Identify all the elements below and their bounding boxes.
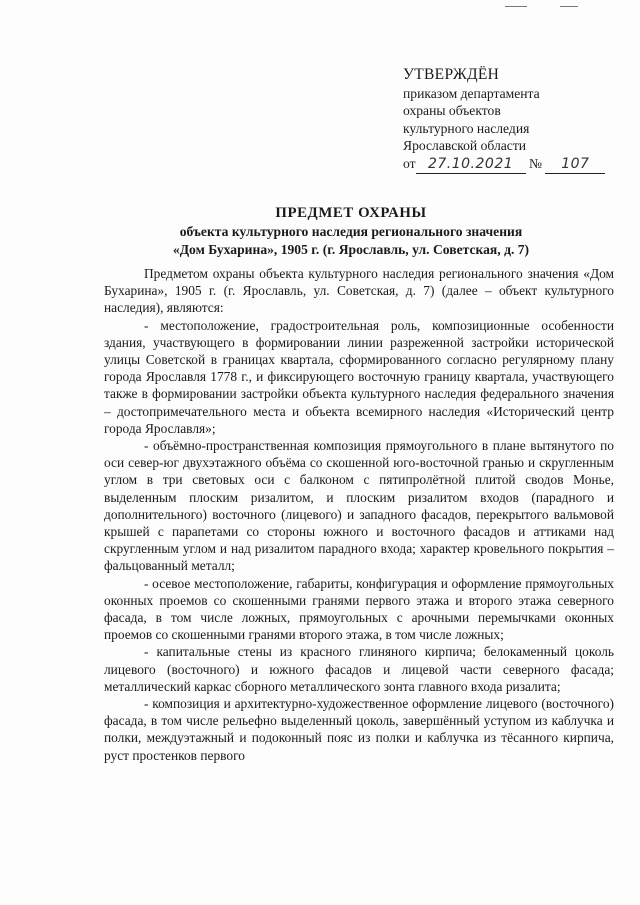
approval-line: культурного наследия (403, 120, 530, 136)
approval-line: приказом департамента (403, 85, 540, 101)
document-subtitle-line-2: «Дом Бухарина», 1905 г. (г. Ярославль, ул. Советская, д. 7) (172, 241, 530, 257)
date-prefix: от (403, 155, 416, 171)
document-body (104, 265, 614, 764)
protection-item-walls: - капитальные стены из красного глиняного кирпича; белокаменный цоколь лицевого (восточного) и южного фасадов и лицевой части северного фасада; металлический каркас сборного металлического зонта главного входа ризалита; (104, 644, 614, 694)
handwritten-date: 27.10.2021 (416, 156, 526, 175)
document-heading (96, 204, 606, 258)
approval-line: Ярославской области (403, 138, 527, 153)
approval-line: охраны объектов (403, 103, 501, 118)
handwritten-number: 107 (545, 156, 605, 175)
protection-item-location: - местоположение, градостроительная роль, композиционные особенности здания, участвующего в формировании линии разреженной застройки исторической улицы Советской в границах квартала, сформированного согласно регулярному плану города Ярославля 1778 г., и фиксирующего восточную границу квартала, участвующего также в формировании застройки объекта культурного наследия федерального значения – достопримечательного места и объекта всемирного наследия «Исторический центр города Ярославля»; (104, 317, 614, 436)
number-prefix: № (528, 155, 542, 171)
approval-block (403, 66, 603, 174)
scan-mark (560, 6, 578, 7)
approval-date-row (403, 155, 603, 175)
protection-item-volume: - объёмно-пространственная композиция прямоугольного в плане вытянутого по оси север-юг двухэтажного объёма со скошенной юго-восточной гранью и скругленным углом в три световых оси с балконом с пятипролётной плитой сводов Монье, выделенным плоским ризалитом, и плоским ризалитом входов (парадного и дополнительного) восточного (лицевого) и западного фасадов, перекрытого вальмовой крышей с парапетами со стороны южного и восточного фасадов и аттиками над скругленным углом и над ризалитом парадного входа; характер кровельного покрытия – фальцованный металл; (104, 438, 614, 574)
protection-item-facade: - композиция и архитектурно-художественное оформление лицевого (восточного) фасада, в том числе рельефно выделенный цоколь, завершённый уступом из каблучка и полки, междуэтажный и подоконный пояс из полки и каблучка из тёсанного кирпича, руст простенков первого (104, 696, 614, 763)
scan-mark (505, 6, 527, 7)
document-title: ПРЕДМЕТ ОХРАНЫ (275, 205, 427, 221)
intro-paragraph: Предметом охраны объекта культурного наследия регионального значения «Дом Бухарина», 1905 г. (г. Ярославль, ул. Советская, д. 7) (далее – объект культурного наследия), являются: (104, 266, 614, 316)
document-subtitle-line-1: объекта культурного наследия регионального значения (179, 224, 523, 239)
approval-title: УТВЕРЖДЁН (403, 66, 500, 83)
protection-item-windows: - осевое местоположение, габариты, конфигурация и оформление прямоугольных оконных проемов со скошенными гранями первого этажа и второго этажа северного фасада, в том числе ложных, прямоугольных с арочными перемычками оконных проемов со скошенными гранями второго этажа, в том числе ложных; (104, 575, 614, 643)
